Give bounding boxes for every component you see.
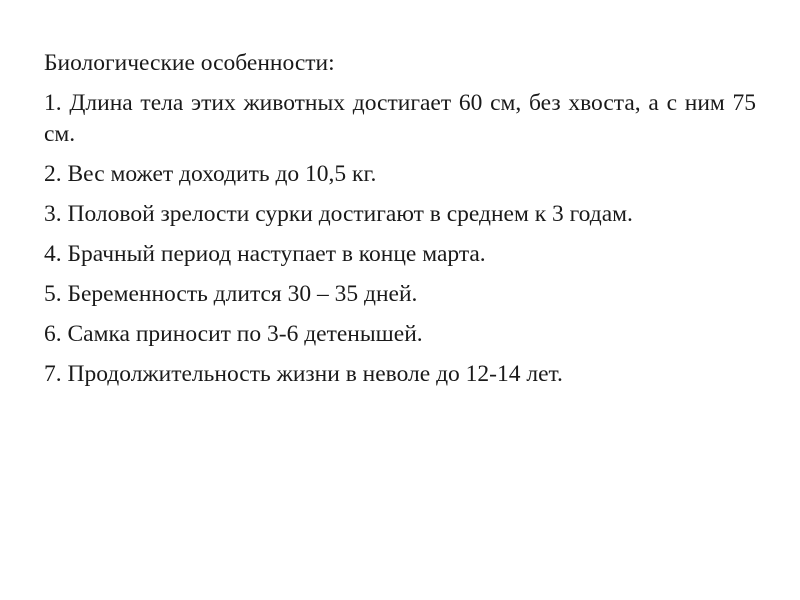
slide-heading: Биологические особенности: bbox=[44, 50, 335, 76]
fact-item-3: 3. Половой зрелости сурки достигают в среднем к 3 годам. bbox=[44, 201, 633, 227]
fact-item-1: 1. Длина тела этих животных достигает 60 см, без хвоста, а с ним 75 см. bbox=[44, 90, 756, 147]
fact-item-6: 6. Самка приносит по 3-6 детенышей. bbox=[44, 321, 423, 347]
slide-content bbox=[44, 48, 756, 399]
fact-item-7: 7. Продолжительность жизни в неволе до 12-14 лет. bbox=[44, 361, 563, 387]
fact-item-2: 2. Вес может доходить до 10,5 кг. bbox=[44, 161, 377, 187]
fact-item-4: 4. Брачный период наступает в конце марта. bbox=[44, 241, 486, 267]
fact-item-5: 5. Беременность длится 30 – 35 дней. bbox=[44, 281, 418, 307]
